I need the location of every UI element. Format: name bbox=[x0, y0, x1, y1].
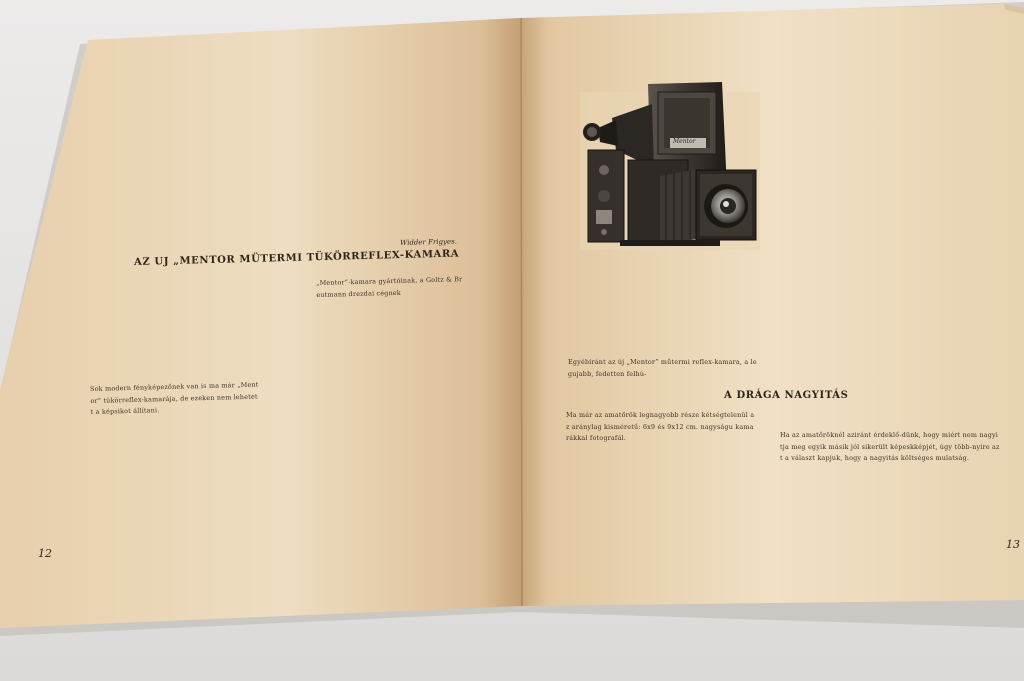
right-page-body-snippet: Ha az amatőröknél aziránt érdeklő-dünk, hogy miért nem nagyitja meg egyik másik jól sikerült képeskképjét, úgy több-nyire azt a választ kapjuk, hogy a nagyitás költséges mulatság. bbox=[780, 431, 1000, 463]
left-page bbox=[0, 18, 522, 628]
camera-illustration bbox=[580, 82, 760, 250]
page-gutter bbox=[521, 18, 522, 606]
right-page-number: 13 bbox=[1006, 538, 1020, 551]
camera-brand-plate: Mentor bbox=[673, 138, 696, 145]
right-page-body-snippet: Egyébiránt az új „Mentor” műtermi reflex-kamara, a legujabb, fedetten felhú- bbox=[568, 358, 757, 378]
right-page-heading: A DRÁGA NAGYITÁS bbox=[724, 390, 849, 401]
left-page-number: 12 bbox=[38, 547, 52, 560]
right-page-body-snippet: Ma már az amatőrök legnagyobb része kétségtelenül az aránylag kisméretű: 6x9 és 9x12 cm. nagyságu kamarákkal fotografál. bbox=[566, 411, 755, 443]
left-page-body-snippet: Sok modern fényképezőnek van is ma már „Mentor” tükörreflex-kamarája, de ezeken nem lehetett a képsikot állítani. bbox=[90, 380, 259, 417]
left-page-body-snippet: „Mentor”-kamara gyártóinak, a Goltz & Breutmann drezdai cégnek bbox=[316, 275, 463, 299]
left-page-heading: AZ UJ „MENTOR MÜTERMI TÜKÖRREFLEX-KAMARA bbox=[133, 248, 460, 268]
left-page-signature: Widder Frigyes. bbox=[399, 237, 457, 247]
